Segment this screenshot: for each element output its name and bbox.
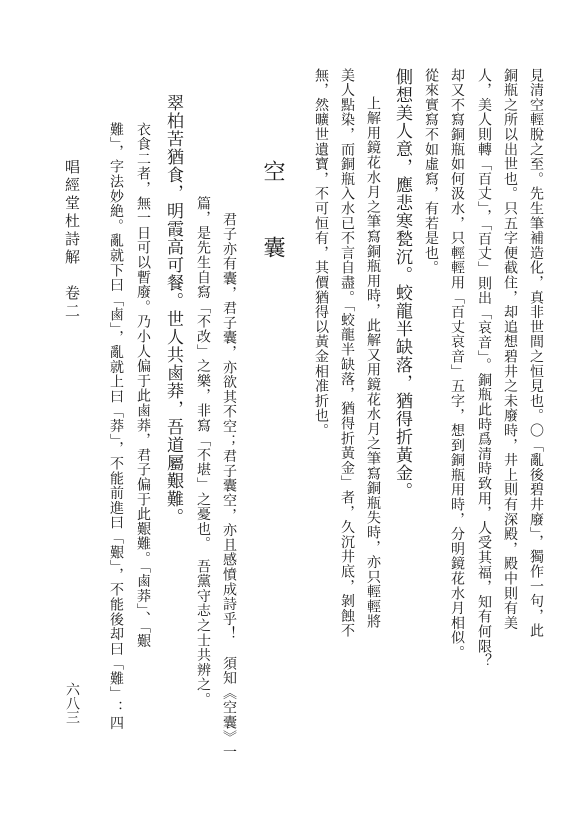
page-number: 六八三: [64, 682, 80, 724]
text-column-4: 却又不寫銅瓶如何汲水，只輕輕用「百丈哀音」五字，想到銅瓶用時，分明鏡花水月相似。: [449, 68, 465, 660]
poem-title: 空 囊: [260, 160, 285, 274]
text-column-11: 衣食二者，無一日可以暫廢。乃小人偏于此鹵莽，君子偏于此艱難。「鹵莽」、「艱: [135, 122, 151, 649]
text-column-9: 君子亦有囊，君子囊，亦欲其不空；君子囊空，亦且感憤成詩乎！ 須知《空囊》一: [221, 212, 237, 760]
poem-verse-1: 側想美人意，應悲寒甃沉。蛟龍半缺落，猶得折黃金。: [392, 68, 412, 500]
running-title: 唱經堂杜詩解 卷二: [63, 159, 81, 321]
text-column-5: 從來實寫不如虛寫，有若是也。: [423, 68, 439, 276]
text-column-6: 上解用鏡花水月之筆寫銅瓶用時，此解又用鏡花水月之筆寫銅瓶失時，亦只輕輕將: [365, 96, 381, 629]
text-column-12: 難」，字法妙絶。亂就下曰「鹵」，亂就上曰「莽」，不能前進曰「艱」，不能後却曰「難」：四: [108, 122, 124, 731]
text-column-2: 銅瓶之所以出世也。只五字便截住，却追想碧井之未廢時，井上則有深殿，殿中則有美: [502, 68, 518, 631]
text-column-1: 見清空輕脫之至。先生筆補造化，真非世間之恒見也。〇「亂後碧井廢」，獨作一句，此: [528, 68, 544, 639]
text-column-8: 無，然曠世遺寶，不可恒有，其價猶得以黃金相准折也。: [313, 68, 329, 438]
poem-verse-2: 翠柏苦猶食，明霞高可餐。世人共鹵莽，吾道屬艱難。: [163, 94, 183, 526]
text-column-3: 人，美人則轉「百丈」，「百丈」則出「哀音」。銅瓶此時爲清時致用，人受其福，知有何限？: [476, 68, 492, 669]
text-column-10: 篇，是先生自寫「不改」之樂，非寫「不堪」之憂也。 吾黨守志之士共辨之。: [195, 196, 211, 707]
text-column-7: 美人點染，而銅瓶入水已不言自盡。「蛟龍半缺落，猶得折黃金」者，久沉井底，剝蝕不: [339, 68, 355, 639]
